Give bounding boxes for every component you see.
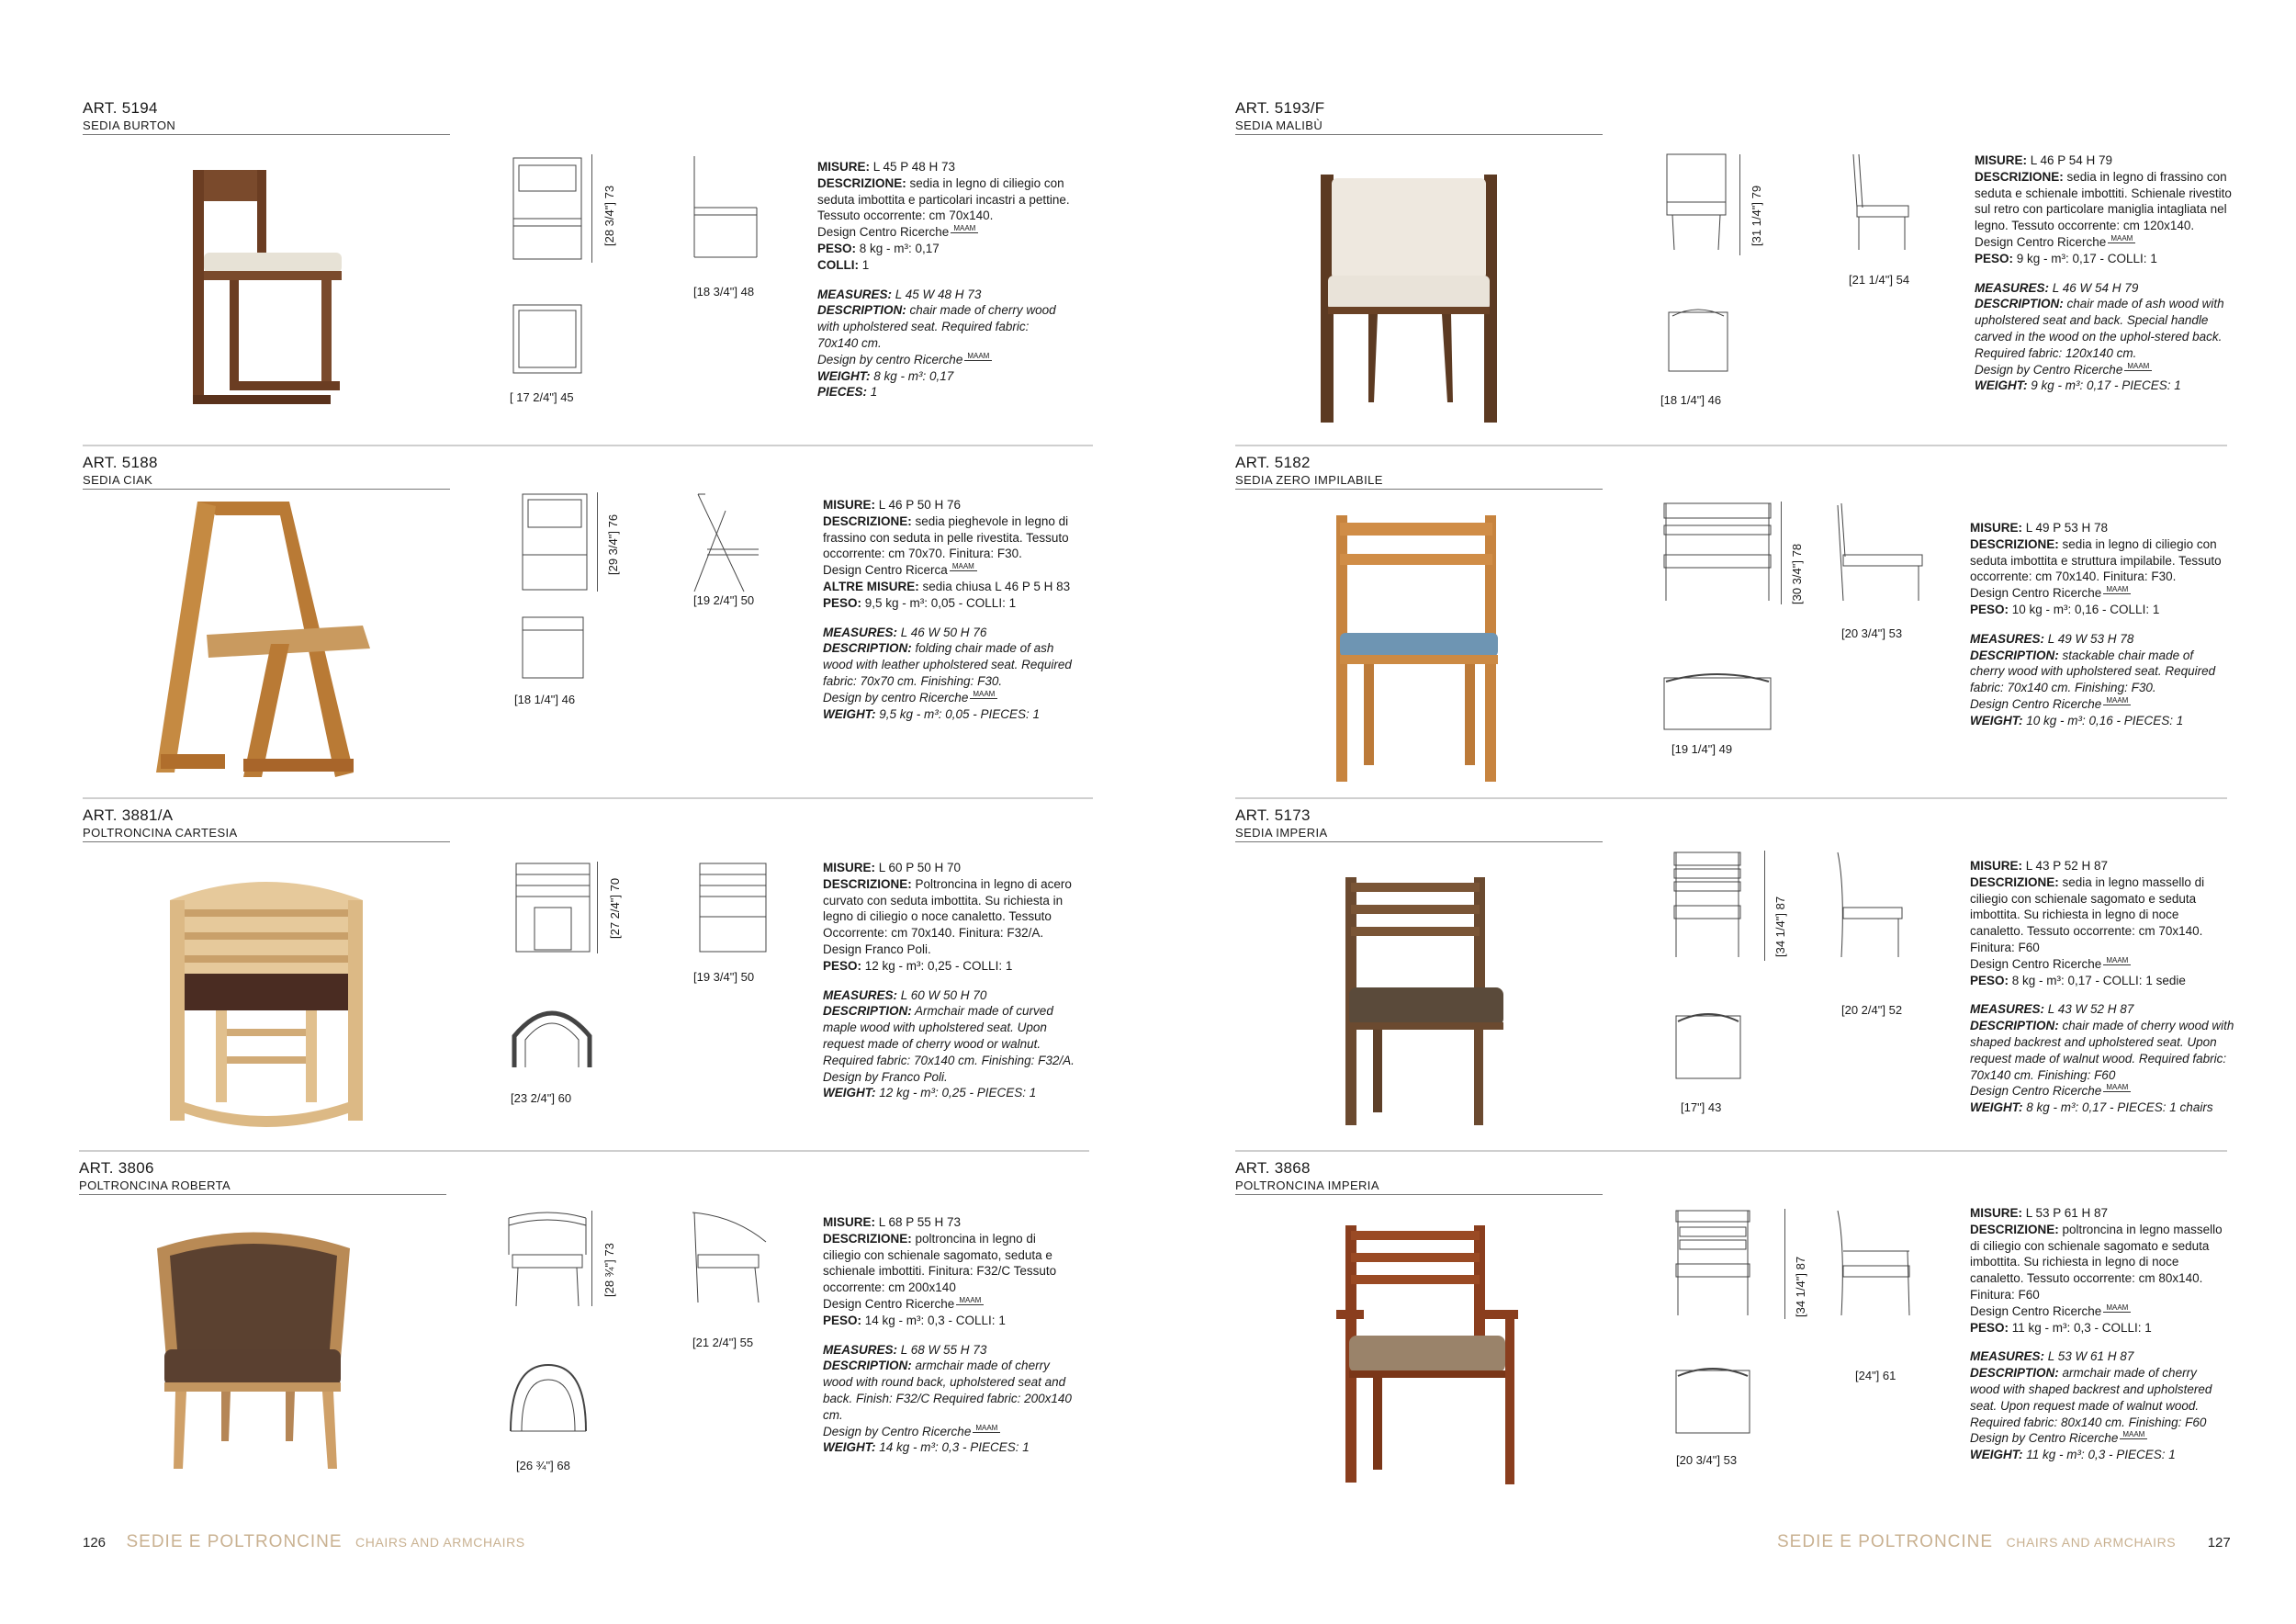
product-description [1975, 152, 2232, 394]
front-drawing [1674, 1209, 1751, 1319]
dimension-line [591, 1211, 592, 1306]
product-photo [1327, 515, 1511, 791]
product-code: ART. 5182 [1235, 454, 1311, 471]
product-description [1970, 1205, 2223, 1463]
side-drawing [698, 862, 768, 953]
side-drawing [689, 492, 762, 593]
product-description [823, 860, 1075, 1101]
top-drawing [521, 615, 585, 680]
product-photo [1336, 1225, 1520, 1492]
page-number: 126 [83, 1535, 107, 1551]
side-drawing [1834, 1209, 1917, 1319]
product-5193f [1235, 92, 2232, 441]
maam-logo: MAAM [2103, 696, 2131, 705]
side-drawing [689, 154, 762, 265]
depth-dimension: [20 2/4"] 52 [1841, 1003, 1903, 1017]
dimension-line [1739, 154, 1740, 255]
width-dimension: [23 2/4"] 60 [511, 1091, 572, 1105]
description-en: MEASURES: L 53 W 61 H 87 DESCRIPTION: armchair made of cherry wood with shaped backrest and upholstered seat. Upon request made of walnut wood. Required fabric: 80x140 cm. Finishing: F60 Design by Centro Ricerche MAAM WEIGHT: 11 kg - m³: 0,3 - PIECES: 1 [1970, 1349, 2212, 1462]
page-number: 127 [2207, 1535, 2231, 1551]
depth-dimension: [21 2/4"] 55 [692, 1336, 754, 1349]
height-dimension: [29 3/4"] 76 [606, 513, 620, 575]
title-underline [1235, 489, 1603, 490]
product-5188 [83, 445, 1093, 795]
maam-logo: MAAM [2103, 1083, 2131, 1092]
description-it: MISURE: L 46 P 50 H 76 DESCRIZIONE: sedia pieghevole in legno di frassino con seduta in pelle rivestita. Tessuto occorrente: cm 70x70. Finitura: F30. Design Centro Ricerca MAAM ALTRE MISURE: sedia chiusa L 46 P 5 H 83 PESO: 9,5 kg - m³: 0,05 - COLLI: 1 [823, 498, 1071, 610]
side-drawing [1832, 502, 1924, 603]
product-code: ART. 5173 [1235, 806, 1311, 824]
description-en: MEASURES: L 46 W 54 H 79 DESCRIPTION: chair made of ash wood with upholstered seat and back. Special handle carved in the wood on the uphol-stered back. Required fabric: 120x140 cm. Design by Centro Ricerche MAAM WEIGHT: 9 kg - m³: 0,17 - PIECES: 1 [1975, 280, 2224, 393]
height-dimension: [34 1/4"] 87 [1773, 896, 1787, 957]
height-dimension: [28 3/4"] 73 [602, 185, 616, 246]
maam-logo: MAAM [2124, 362, 2152, 371]
product-code: ART. 3806 [79, 1159, 154, 1177]
description-en: MEASURES: L 68 W 55 H 73 DESCRIPTION: armchair made of cherry wood with round back, upholstered seat and back. Finish: F32/C Required fabric: 200x140 cm. Design by Centro Ricerche MAAM WEIGHT: 14 kg - m³: 0,3 - PIECES: 1 [823, 1342, 1072, 1455]
product-name: SEDIA ZERO IMPILABILE [1235, 473, 1383, 487]
product-code: ART. 3881/A [83, 806, 174, 824]
title-underline [83, 134, 450, 135]
front-drawing [1662, 502, 1773, 603]
maam-logo: MAAM [2120, 1430, 2147, 1439]
product-photo [174, 161, 358, 418]
description-en: MEASURES: L 49 W 53 H 78 DESCRIPTION: stackable chair made of cherry wood with upholstered seat. Required fabric: 70x140 cm. Finishing: F30. Design Centro Ricerche MAAM WEIGHT: 10 kg - m³: 0,16 - PIECES: 1 [1970, 631, 2216, 727]
maam-logo: MAAM [956, 1296, 984, 1305]
product-name: POLTRONCINA IMPERIA [1235, 1179, 1379, 1192]
width-dimension: [20 3/4"] 53 [1676, 1453, 1738, 1467]
width-dimension: [17"] 43 [1681, 1100, 1722, 1114]
product-name: SEDIA BURTON [83, 118, 176, 132]
description-it: MISURE: L 53 P 61 H 87 DESCRIZIONE: poltroncina in legno massello di ciliegio con schienale sagomato e seduta imbottita. Su richiesta in legno di noce canaletto. Tessuto occorrente: cm 80x140. Finitura: F60 Design Centro Ricerche MAAM PESO: 11 kg - m³: 0,3 - COLLI: 1 [1970, 1206, 2223, 1335]
front-drawing [521, 491, 591, 592]
maam-logo: MAAM [970, 690, 997, 699]
product-3806 [79, 1150, 1089, 1501]
description-it: MISURE: L 68 P 55 H 73 DESCRIZIONE: poltroncina in legno di ciliegio con schienale sagomato, seduta e schienale imbottiti. Finitura: F32/C Tessuto occorrente: cm 200x140 Design Centro Ricerche MAAM PESO: 14 kg - m³: 0,3 - COLLI: 1 [823, 1215, 1057, 1327]
product-description [817, 159, 1070, 400]
dimension-line [597, 862, 598, 953]
dimension-line [1764, 851, 1765, 961]
depth-dimension: [21 1/4"] 54 [1849, 273, 1910, 287]
description-en: MEASURES: L 43 W 52 H 87 DESCRIPTION: chair made of cherry wood with shaped backrest and upholstered seat. Upon request made of walnut wood. Required fabric: 70x140 cm. Finishing: F60 Design Centro Ricerche MAAM WEIGHT: 8 kg - m³: 0,17 - PIECES: 1 chairs [1970, 1002, 2234, 1115]
width-dimension: [19 1/4"] 49 [1671, 742, 1733, 756]
description-en: MEASURES: L 60 W 50 H 70 DESCRIPTION: Armchair made of curved maple wood with upholstered seat. Upon request made of cherry wood or walnut. Required fabric: 70x140 cm. Finishing: F32/A. Design by Franco Poli. WEIGHT: 12 kg - m³: 0,25 - PIECES: 1 [823, 987, 1075, 1100]
depth-dimension: [20 3/4"] 53 [1841, 626, 1903, 640]
product-photo [1336, 877, 1511, 1134]
description-it: MISURE: L 43 P 52 H 87 DESCRIZIONE: sedia in legno massello di ciliegio con schienale sagomato e seduta imbottita. Su richiesta in legno di noce canaletto. Tessuto occorrente: cm 70x140. Finitura: F60 Design Centro Ricerche MAAM PESO: 8 kg - m³: 0,17 - COLLI: 1 sedie [1970, 859, 2205, 987]
maam-logo: MAAM [973, 1424, 1000, 1433]
description-it: MISURE: L 45 P 48 H 73 DESCRIZIONE: sedia in legno di ciliegio con seduta imbottita e particolari incastri a pettine. Tessuto occorrente: cm 70x140. Design Centro Ricerche MAAM PESO: 8 kg - m³: 0,17 COLLI: 1 [817, 160, 1070, 272]
width-dimension: [ 17 2/4"] 45 [510, 390, 574, 404]
section-title: SEDIE E POLTRONCINE [126, 1532, 343, 1551]
maam-logo: MAAM [2103, 585, 2131, 594]
description-it: MISURE: L 60 P 50 H 70 DESCRIZIONE: Poltroncina in legno di acero curvato con seduta imbottita. Su richiesta in legno di ciliegio o noce canaletto. Tessuto Occorrente: cm 70x140. Finitura: F32/A. Design Franco Poli. PESO: 12 kg - m³: 0,25 - COLLI: 1 [823, 861, 1072, 973]
depth-dimension: [24"] 61 [1855, 1369, 1896, 1382]
top-drawing [505, 1359, 591, 1435]
depth-dimension: [19 2/4"] 50 [693, 593, 755, 607]
height-dimension: [34 1/4"] 87 [1794, 1256, 1807, 1317]
top-drawing [1674, 1009, 1742, 1082]
width-dimension: [18 1/4"] 46 [514, 693, 576, 706]
maam-logo: MAAM [950, 562, 977, 571]
top-drawing [1674, 1363, 1751, 1437]
title-underline [1235, 841, 1603, 842]
product-name: POLTRONCINA ROBERTA [79, 1179, 231, 1192]
title-underline [79, 1194, 446, 1195]
product-5182 [1235, 445, 2227, 795]
maam-logo: MAAM [951, 224, 978, 233]
product-name: SEDIA CIAK [83, 473, 153, 487]
top-drawing [512, 303, 585, 377]
front-drawing [505, 1209, 590, 1310]
top-drawing [1667, 303, 1731, 377]
product-3881a [83, 797, 1093, 1148]
product-name: SEDIA IMPERIA [1235, 826, 1328, 840]
top-drawing [1662, 669, 1773, 733]
front-drawing [512, 154, 585, 265]
side-drawing [1846, 152, 1912, 254]
product-description [1970, 858, 2234, 1116]
footer-left [83, 1532, 525, 1552]
maam-logo: MAAM [2108, 234, 2135, 243]
description-en: MEASURES: L 46 W 50 H 76 DESCRIPTION: folding chair made of ash wood with leather upholstered seat. Required fabric: 70x70 cm. Finishing: F30. Design by centro Ricerche MAAM WEIGHT: 9,5 kg - m³: 0,05 - PIECES: 1 [823, 625, 1072, 721]
product-code: ART. 3868 [1235, 1159, 1311, 1177]
section-subtitle: CHAIRS AND ARMCHAIRS [2006, 1535, 2177, 1550]
product-photo [1313, 175, 1506, 432]
height-dimension: [28 ¾"] 73 [602, 1243, 616, 1297]
product-code: ART. 5194 [83, 99, 158, 117]
width-dimension: [26 ¾"] 68 [516, 1459, 570, 1472]
product-3868 [1235, 1150, 2227, 1501]
top-drawing [511, 999, 593, 1073]
product-code: ART. 5188 [83, 454, 158, 471]
product-5194 [83, 92, 1093, 441]
maam-logo: MAAM [2103, 1303, 2131, 1313]
dimension-line [1781, 502, 1782, 604]
description-en: MEASURES: L 45 W 48 H 73 DESCRIPTION: chair made of cherry wood with upholstered seat. Required fabric: 70x140 cm. Design by centro Ricerche MAAM WEIGHT: 8 kg - m³: 0,17 PIECES: 1 [817, 287, 1056, 400]
section-subtitle: CHAIRS AND ARMCHAIRS [355, 1535, 525, 1550]
side-drawing [689, 1209, 771, 1310]
side-drawing [1834, 851, 1908, 961]
height-dimension: [31 1/4"] 79 [1750, 185, 1763, 246]
height-dimension: [27 2/4"] 70 [608, 877, 622, 939]
description-it: MISURE: L 49 P 53 H 78 DESCRIZIONE: sedia in legno di ciliegio con seduta imbottita e struttura impilabile. Tessuto occorrente: cm 70x140. Finitura: F30. Design Centro Ricerche MAAM PESO: 10 kg - m³: 0,16 - COLLI: 1 [1970, 521, 2222, 616]
maam-logo: MAAM [2103, 956, 2131, 965]
title-underline [83, 489, 450, 490]
title-underline [1235, 1194, 1603, 1195]
product-name: POLTRONCINA CARTESIA [83, 826, 238, 840]
title-underline [83, 841, 450, 842]
product-code: ART. 5193/F [1235, 99, 1325, 117]
product-photo [148, 1221, 359, 1478]
width-dimension: [18 1/4"] 46 [1660, 393, 1722, 407]
product-description [1970, 520, 2223, 729]
product-photo [161, 873, 372, 1130]
footer-right [1777, 1532, 2231, 1552]
product-description [823, 497, 1085, 722]
product-photo [142, 497, 381, 782]
dimension-line [1784, 1209, 1785, 1319]
depth-dimension: [19 3/4"] 50 [693, 970, 755, 984]
front-drawing [1672, 851, 1742, 961]
product-description [823, 1214, 1075, 1456]
height-dimension: [30 3/4"] 78 [1790, 543, 1804, 604]
product-5173 [1235, 797, 2234, 1148]
dimension-line [597, 492, 598, 592]
maam-logo: MAAM [964, 352, 992, 361]
dimension-line [591, 154, 592, 263]
description-it: MISURE: L 46 P 54 H 79 DESCRIZIONE: sedia in legno di frassino con seduta e schienale imbottiti. Schienale rivestito sul retro con particolare maniglia intagliata nel legno. Tessuto occorrente: cm 120x140. Design Centro Ricerche MAAM PESO: 9 kg - m³: 0,17 - COLLI: 1 [1975, 153, 2232, 265]
section-title: SEDIE E POLTRONCINE [1777, 1532, 1994, 1551]
product-name: SEDIA MALIBÙ [1235, 118, 1323, 132]
depth-dimension: [18 3/4"] 48 [693, 285, 755, 299]
front-drawing [514, 862, 591, 953]
title-underline [1235, 134, 1603, 135]
front-drawing [1665, 152, 1729, 254]
